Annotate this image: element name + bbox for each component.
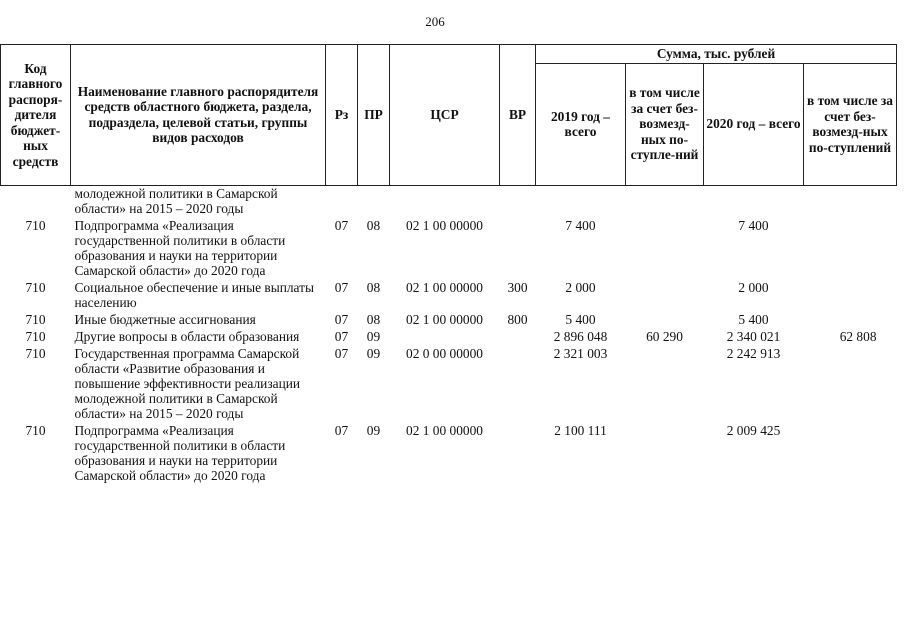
cell-2019-total (536, 185, 626, 218)
cell-csr: 02 1 00 00000 (406, 311, 483, 327)
cell-2020-total: 7 400 (738, 217, 769, 233)
cell-name: Подпрограмма «Реализация государственной политики в области образования и науки на территории Самарской области» до 2020 года (74, 217, 286, 278)
cell-2020-free (804, 312, 897, 329)
cell-csr: 02 1 00 00000 (406, 422, 483, 438)
cell-name: Социальное обеспечение и иные выплаты населению (74, 279, 315, 310)
header-sum-group: Сумма, тыс. рублей (536, 45, 897, 64)
header-2020-free: в том числе за счет без-возмезд-ных по-ступлений (804, 63, 897, 185)
cell-csr (390, 185, 500, 218)
cell-vr (500, 218, 536, 280)
cell-rz: 07 (334, 311, 349, 327)
cell-2020-free (804, 280, 897, 312)
cell-vr: 800 (507, 311, 528, 327)
cell-rz: 07 (334, 328, 349, 344)
cell-csr: 02 1 00 00000 (406, 279, 483, 295)
header-code: Код главного распоря-дителя бюджет-ных средств (1, 45, 71, 186)
cell-pr: 09 (366, 345, 381, 361)
header-2019-total: 2019 год – всего (536, 63, 626, 185)
cell-pr: 09 (366, 328, 381, 344)
cell-2019-free (626, 423, 704, 485)
table-row (1, 346, 897, 423)
cell-2020-total (704, 185, 804, 218)
cell-2019-free (626, 185, 704, 218)
cell-vr (500, 329, 536, 346)
cell-name: Государственная программа Самарской области «Развитие образования и повышение эффективности реализации молодежной политики в Самарской области» на 2015 – 2020 годы (74, 345, 301, 421)
cell-name: Иные бюджетные ассигнования (74, 311, 256, 327)
cell-vr (500, 185, 536, 218)
cell-2020-free (804, 185, 897, 218)
cell-2019-free (626, 218, 704, 280)
table-row (1, 423, 897, 485)
header-2020-total: 2020 год – всего (704, 63, 804, 185)
table-row (1, 312, 897, 329)
cell-2020-free (804, 423, 897, 485)
cell-vr: 300 (507, 279, 528, 295)
cell-2020-total: 5 400 (738, 311, 769, 327)
cell-rz: 07 (334, 422, 349, 438)
cell-2019-total: 2 100 111 (554, 422, 607, 438)
cell-2019-total: 7 400 (565, 217, 596, 233)
cell-2019-total: 2 321 003 (553, 345, 608, 361)
cell-name: Другие вопросы в области образования (74, 328, 300, 344)
cell-code: 710 (25, 279, 46, 295)
cell-pr (358, 185, 390, 218)
cell-rz: 07 (334, 345, 349, 361)
cell-2020-free: 62 808 (839, 328, 877, 344)
cell-2019-free (626, 312, 704, 329)
cell-code: 710 (25, 328, 46, 344)
cell-pr: 08 (366, 311, 381, 327)
header-rz: Рз (326, 45, 358, 186)
table-body (1, 185, 897, 485)
table-row (1, 280, 897, 312)
cell-rz: 07 (334, 217, 349, 233)
cell-2020-total: 2 340 021 (726, 328, 781, 344)
table-row (1, 185, 897, 218)
cell-pr: 08 (366, 279, 381, 295)
cell-csr (390, 329, 500, 346)
cell-csr: 02 0 00 00000 (406, 345, 483, 361)
cell-pr: 09 (366, 422, 381, 438)
cell-2020-free (804, 346, 897, 423)
page-number: 206 (425, 14, 445, 29)
table-row (1, 329, 897, 346)
header-csr: ЦСР (390, 45, 500, 186)
header-2019-free: в том числе за счет без-возмезд-ных по-ступле-ний (626, 63, 704, 185)
header-pr: ПР (358, 45, 390, 186)
header-name: Наименование главного распорядителя средств областного бюджета, раздела, подраздела, целевой статьи, группы видов расходов (71, 45, 326, 186)
cell-2020-total: 2 000 (738, 279, 769, 295)
table-header (1, 45, 897, 186)
cell-2020-free (804, 218, 897, 280)
cell-2019-total: 2 896 048 (553, 328, 608, 344)
cell-2019-free (626, 346, 704, 423)
header-vr: ВР (500, 45, 536, 186)
cell-2020-total: 2 009 425 (726, 422, 781, 438)
table-row (1, 218, 897, 280)
cell-vr (500, 423, 536, 485)
cell-2019-total: 2 000 (565, 279, 596, 295)
cell-csr: 02 1 00 00000 (406, 217, 483, 233)
cell-rz: 07 (334, 279, 349, 295)
cell-2020-total: 2 242 913 (726, 345, 781, 361)
cell-code: 710 (25, 217, 46, 233)
cell-code: 710 (25, 311, 46, 327)
cell-vr (500, 346, 536, 423)
cell-pr: 08 (366, 217, 381, 233)
cell-2019-total: 5 400 (565, 311, 596, 327)
cell-code: 710 (25, 422, 46, 438)
cell-code: 710 (25, 345, 46, 361)
cell-name: молодежной политики в Самарской области» на 2015 – 2020 годы (74, 185, 278, 216)
cell-code (1, 185, 71, 218)
cell-2019-free: 60 290 (646, 328, 683, 344)
cell-2019-free (626, 280, 704, 312)
cell-rz (326, 185, 358, 218)
budget-table (0, 44, 897, 485)
cell-name: Подпрограмма «Реализация государственной политики в области образования и науки на территории Самарской области» до 2020 года (74, 422, 286, 483)
